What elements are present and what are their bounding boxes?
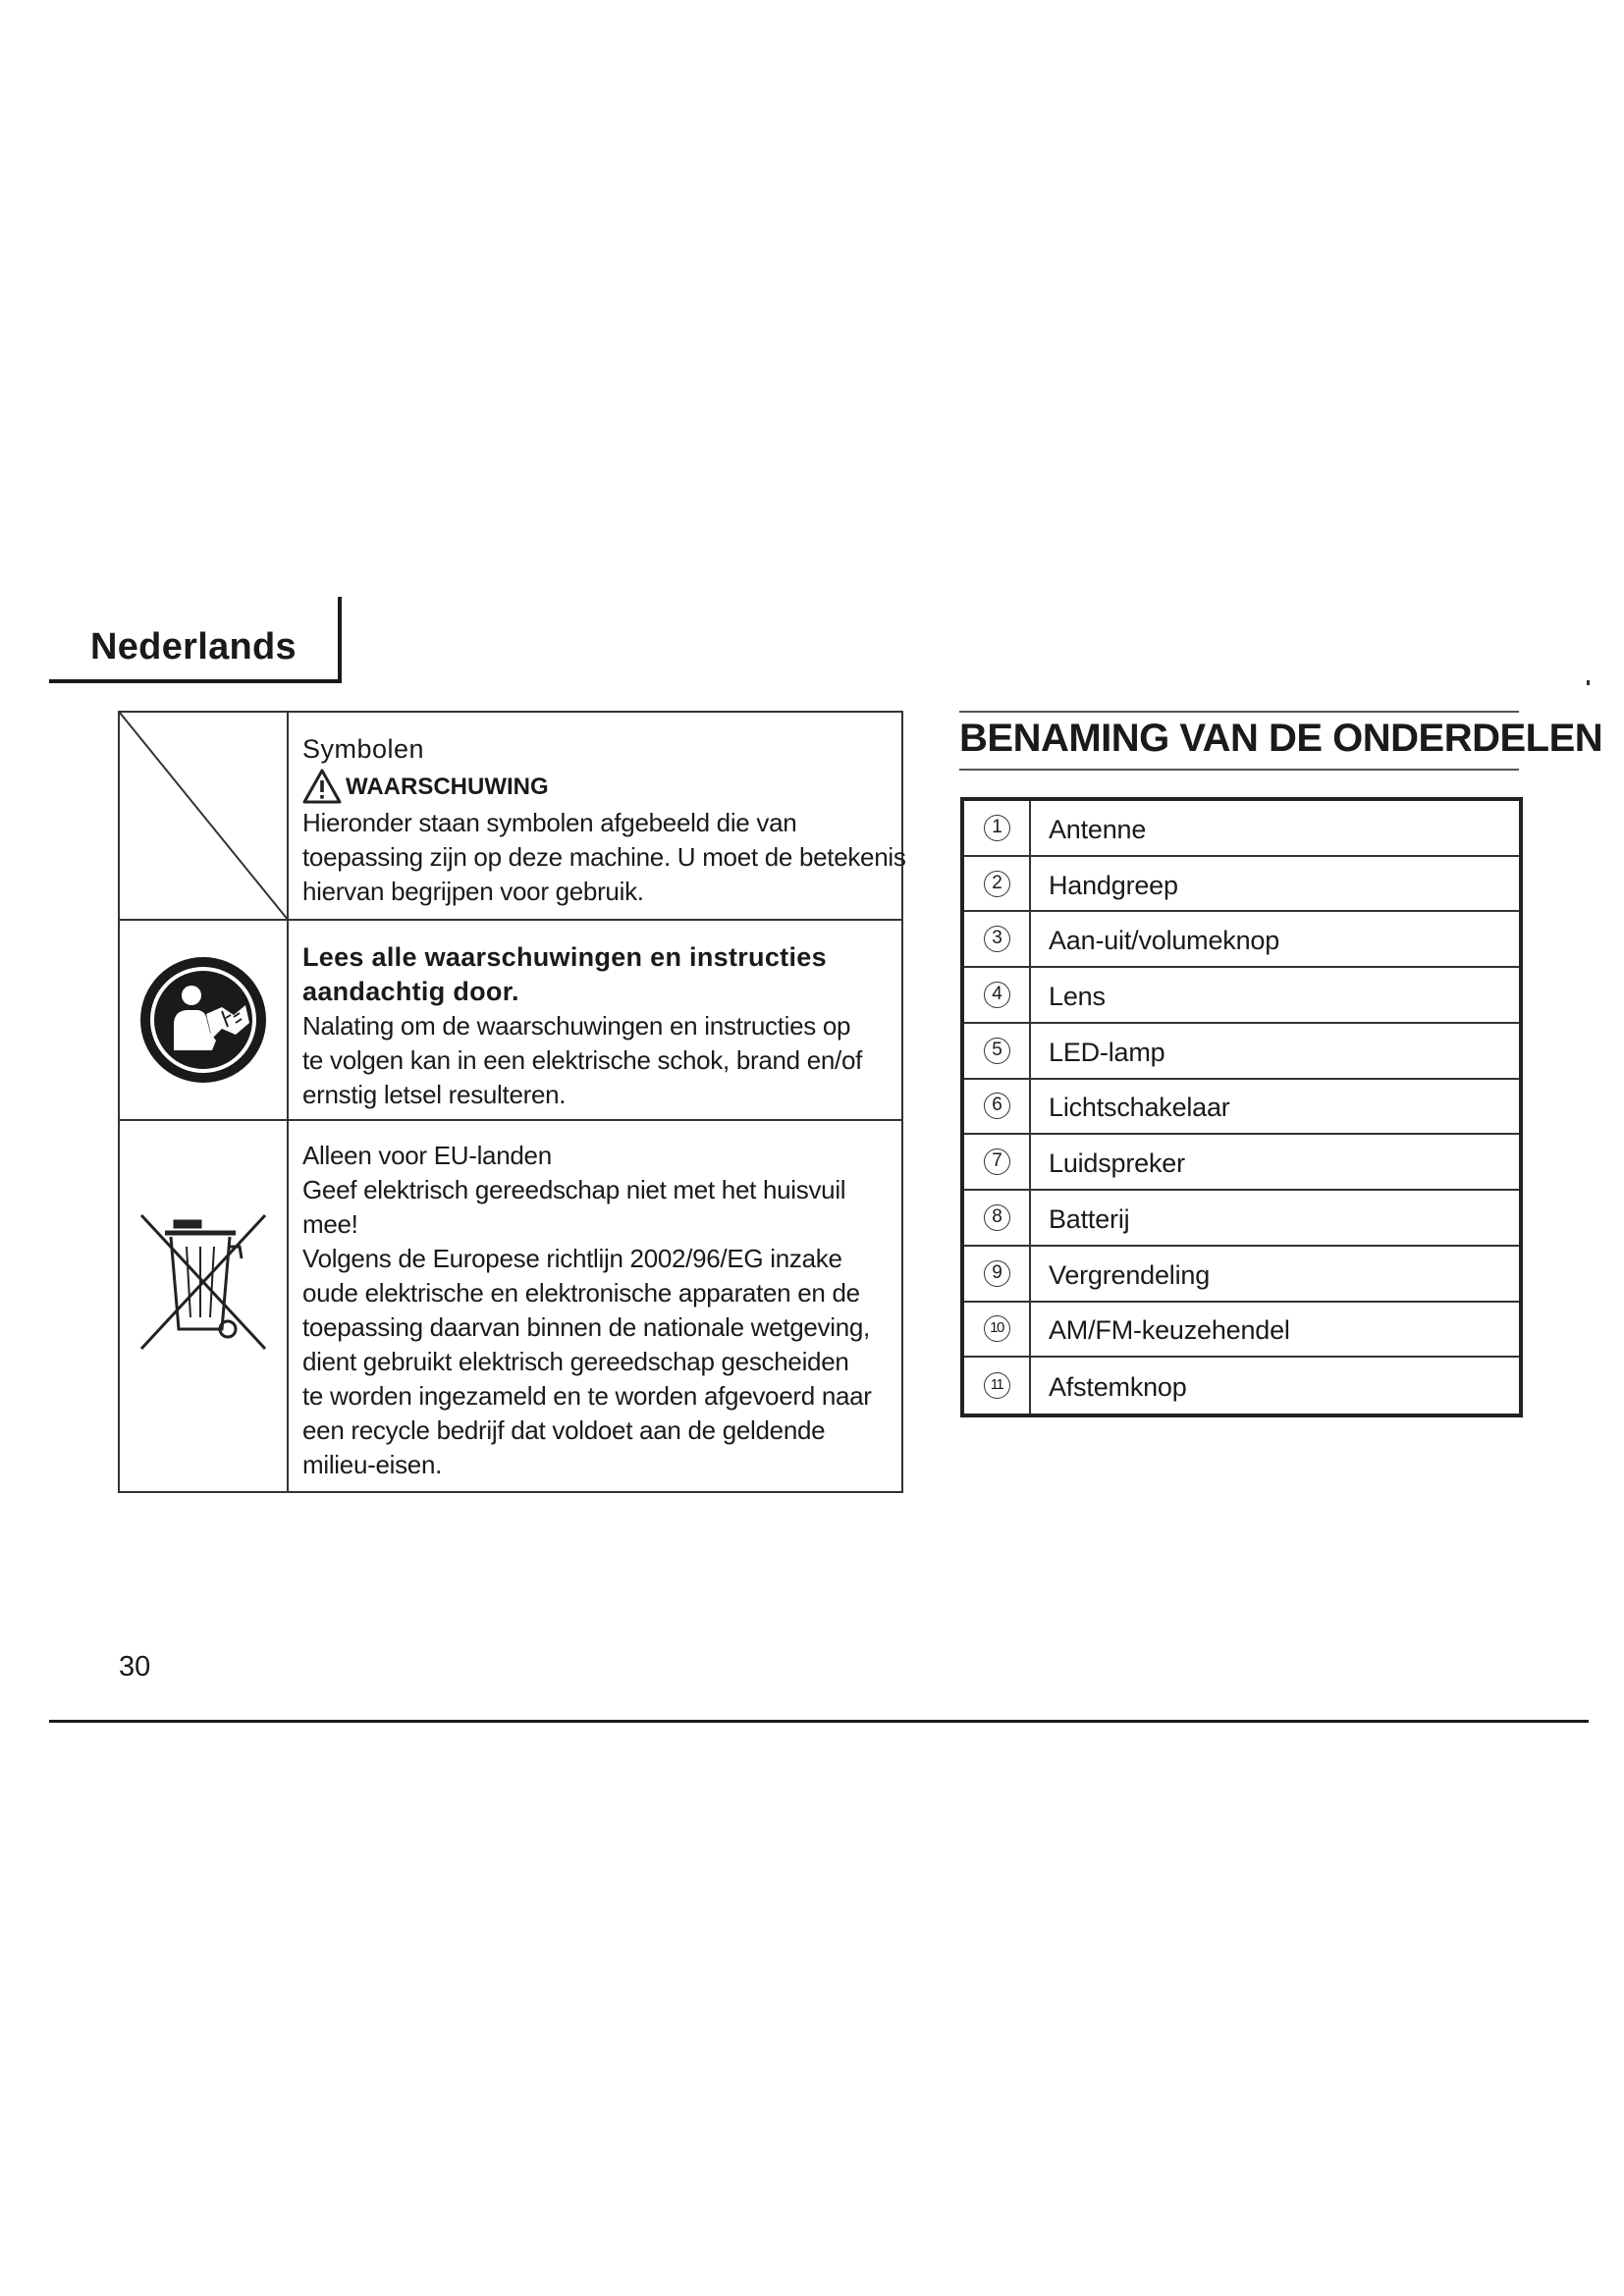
parts-row [964,1247,1519,1303]
weee-line: mee! [302,1209,358,1239]
weee-line: Alleen voor EU-landen [302,1141,552,1170]
part-label: Vergrendeling [1049,1259,1211,1290]
symbols-intro-text [302,713,906,938]
part-number: 6 [984,1093,1010,1119]
weee-line: dient gebruikt elektrisch gereedschap gescheiden [302,1347,849,1376]
weee-line: Geef elektrisch gereedschap niet met het huisvuil [302,1175,846,1204]
read-manual-heading: Lees alle waarschuwingen en instructies [302,942,827,972]
part-number-cell [964,1247,1031,1301]
part-label: Luidspreker [1049,1148,1185,1179]
symbols-table [118,711,906,1493]
weee-line: Volgens de Europese richtlijn 2002/96/EG inzake [302,1244,842,1273]
weee-line: te worden ingezameld en te worden afgevoerd naar [302,1381,872,1411]
part-number: 1 [984,815,1010,841]
part-label: Aan-uit/volumeknop [1049,926,1280,956]
part-number-cell [964,857,1031,911]
symbols-row-weee [120,1121,901,1491]
weee-line: een recycle bedrijf dat voldoet aan de geldende [302,1415,826,1445]
language-label: Nederlands [90,626,297,667]
part-number: 3 [984,926,1010,952]
part-label: Batterij [1049,1203,1130,1234]
part-number: 7 [984,1148,1010,1175]
heading-rule-bottom [959,769,1519,771]
diagonal-line-icon [120,713,289,919]
read-manual-text [302,921,892,1139]
part-number-cell [964,1024,1031,1078]
read-manual-heading: aandachtig door. [302,977,519,1006]
parts-row [964,857,1519,913]
part-label: AM/FM-keuzehendel [1049,1315,1290,1346]
warning-label: WAARSCHUWING [346,773,549,800]
part-number: 2 [984,871,1010,897]
part-number-cell [964,912,1031,966]
part-number-cell [964,1191,1031,1245]
part-number: 8 [984,1204,1010,1231]
part-number-cell [964,1135,1031,1189]
read-manual-icon [120,921,289,1121]
symbols-title: Symbolen [302,734,425,764]
weee-line: milieu-eisen. [302,1450,443,1479]
weee-line: toepassing daarvan binnen de nationale wetgeving, [302,1312,870,1342]
print-speck [1587,680,1590,685]
part-number-cell [964,1080,1031,1134]
read-manual-line: te volgen kan in een elektrische schok, brand en/of [302,1045,863,1075]
heading-rule-top [959,711,1519,713]
parts-row [964,1303,1519,1359]
language-tab [49,597,342,683]
part-number: 5 [984,1038,1010,1064]
part-label: Antenne [1049,814,1147,844]
intro-line: toepassing zijn op deze machine. U moet de betekenis [302,842,906,872]
part-number-cell [964,801,1031,855]
page-number: 30 [119,1651,151,1682]
part-number-cell [964,968,1031,1022]
part-label: Afstemknop [1049,1372,1187,1403]
part-label: Lens [1049,982,1106,1012]
part-label: LED-lamp [1049,1037,1165,1067]
parts-row [964,968,1519,1024]
parts-row [964,1191,1519,1247]
warning-line [302,767,892,806]
part-number-cell [964,1303,1031,1357]
parts-row [964,1024,1519,1080]
part-label: Handgreep [1049,870,1178,900]
symbols-row-intro [120,713,906,921]
weee-text [302,1121,892,1509]
parts-row [964,1358,1519,1414]
warning-triangle-icon [302,769,342,804]
intro-line: hiervan begrijpen voor gebruik. [302,877,644,906]
part-number-cell [964,1358,1031,1414]
part-label: Lichtschakelaar [1049,1093,1230,1123]
parts-row [964,801,1519,857]
footer-rule [49,1720,1589,1723]
read-manual-line: ernstig letsel resulteren. [302,1080,567,1109]
read-manual-line: Nalating om de waarschuwingen en instructies op [302,1011,851,1041]
parts-row [964,1080,1519,1136]
weee-line: oude elektrische en elektronische apparaten en de [302,1278,860,1308]
symbols-row-read-manual [120,921,901,1121]
parts-row [964,912,1519,968]
intro-line: Hieronder staan symbolen afgebeeld die van [302,808,797,837]
parts-heading: BENAMING VAN DE ONDERDELEN [959,717,1603,760]
part-number: 11 [984,1372,1010,1399]
parts-table [960,797,1523,1417]
part-number: 10 [984,1315,1010,1342]
part-number: 4 [984,982,1010,1008]
part-number: 9 [984,1260,1010,1287]
parts-row [964,1135,1519,1191]
crossed-bin-icon [120,1121,289,1491]
